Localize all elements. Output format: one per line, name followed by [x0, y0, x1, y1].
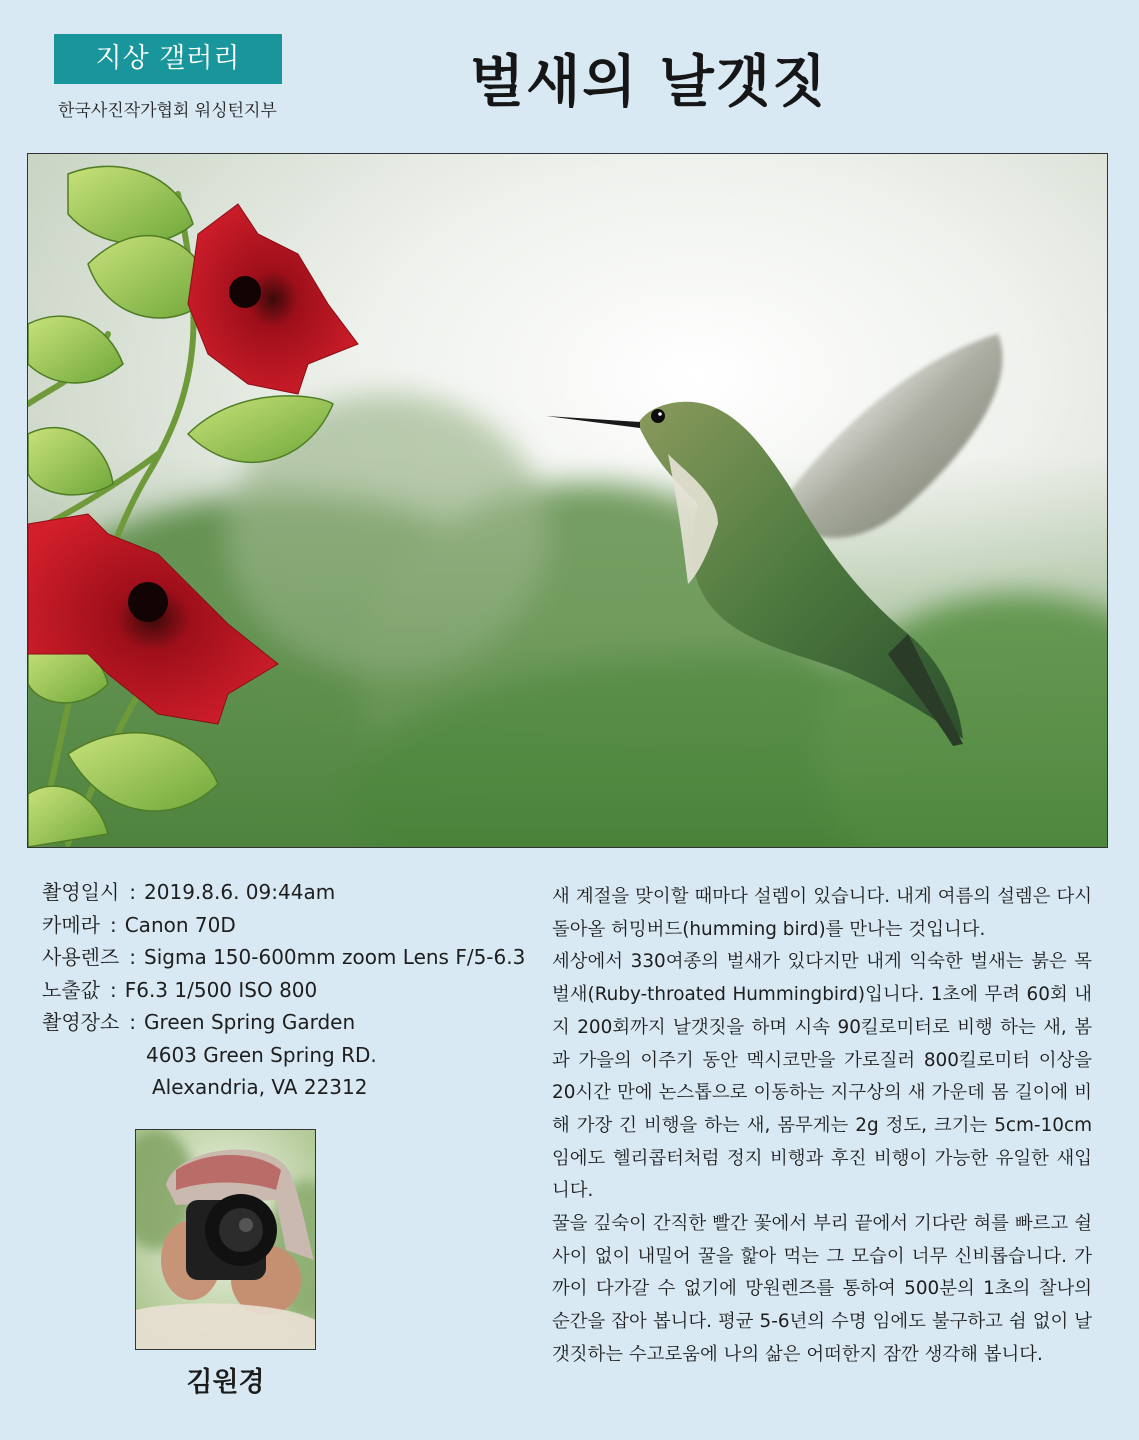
location-value: Green Spring Garden: [144, 1010, 356, 1034]
location-label: 촬영장소: [42, 1010, 120, 1034]
shoot-info-row: [42, 974, 525, 1007]
shoot-date-value: 2019.8.6. 09:44am: [144, 880, 336, 904]
lens-label: 사용렌즈: [42, 945, 120, 969]
separator: :: [129, 1010, 137, 1034]
page-title: 벌새의 날갯짓: [470, 49, 829, 115]
lens-value: Sigma 150-600mm zoom Lens F/5-6.3: [144, 945, 526, 969]
essay-paragraph: 새 계절을 맞이할 때마다 설렘이 있습니다. 내게 여름의 설렘은 다시 돌아올 허밍버드(humming bird)를 만나는 것입니다.: [552, 886, 1092, 940]
section-badge: 지상 갤러리: [54, 34, 282, 84]
organization-name: 한국사진작가협회 워싱턴지부: [58, 101, 277, 121]
separator: :: [129, 880, 137, 904]
shoot-date-label: 촬영일시: [42, 880, 120, 904]
exposure-label: 노출값: [42, 977, 100, 1002]
essay-text: [552, 881, 1092, 1372]
shoot-info-row: [42, 876, 525, 909]
main-photo: [27, 153, 1108, 848]
separator: :: [129, 945, 137, 969]
author-portrait: [135, 1129, 316, 1350]
shoot-info-row: [42, 1006, 525, 1039]
exposure-value: F6.3 1/500 ISO 800: [124, 977, 318, 1002]
camera-value: Canon 70D: [124, 912, 236, 937]
author-name: 김원경: [186, 1367, 265, 1398]
shoot-info-row: [42, 909, 525, 942]
separator: :: [109, 912, 117, 937]
address-line-2: Alexandria, VA 22312: [152, 1075, 368, 1099]
essay-paragraph: 세상에서 330여종의 벌새가 있다지만 내게 익숙한 벌새는 붉은 목 벌새(Ruby-throated Hummingbird)입니다. 1초에 무려 60회 내지 200회까지 날갯짓을 하며 시속 90킬로미터로 비행 하는 새, 봄과 가을의 이주기 동안 멕시코만을 가로질러 800킬로미터 이상을 20시간 만에 논스톱으로 이동하는 지구상의 새 가운데 몸 길이에 비해 가장 긴 비행을 하는 새, 몸무게는 2g 정도, 크기는 5cm-10cm 임에도 헬리콥터처럼 정지 비행과 후진 비행이 가능한 유일한 새입니다.: [552, 951, 1092, 1202]
separator: :: [109, 977, 117, 1002]
essay-paragraph: 꿀을 깊숙이 간직한 빨간 꽃에서 부리 끝에서 기다란 혀를 빠르고 쉴 사이 없이 내밀어 꿀을 핥아 먹는 그 모습이 너무 신비롭습니다. 가까이 다가갈 수 없기에 망원렌즈를 통하여 500분의 1초의 찰나의 순간을 잡아 봅니다. 평균 5-6년의 수명 임에도 불구하고 쉼 없이 날갯짓하는 수고로움에 나의 삶은 어떠한지 잠깐 생각해 봅니다.: [552, 1213, 1092, 1365]
shoot-info: [42, 876, 525, 1104]
shoot-info-row: [42, 941, 525, 974]
camera-label: 카메라: [42, 912, 100, 937]
address-line-1: 4603 Green Spring RD.: [146, 1042, 377, 1067]
